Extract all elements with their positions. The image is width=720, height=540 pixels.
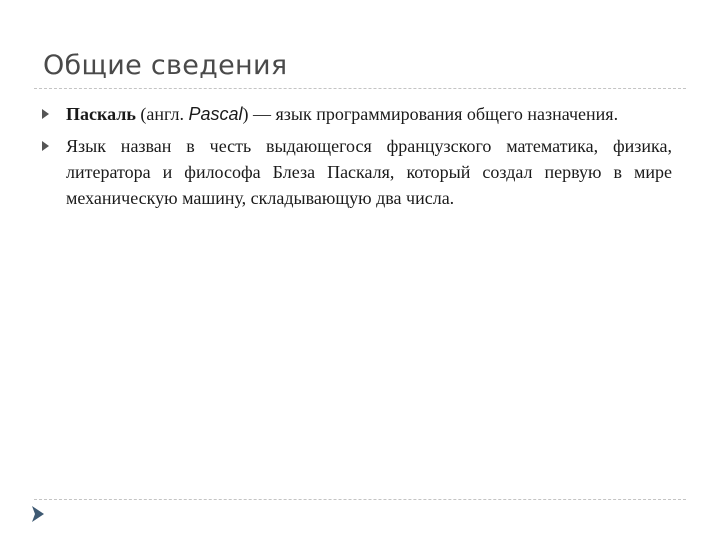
paren-close: ) bbox=[242, 104, 249, 124]
triangle-bullet-icon bbox=[42, 109, 49, 119]
bullet-item-definition bbox=[42, 101, 672, 127]
term-pascal: Паскаль bbox=[66, 104, 136, 124]
naming-text: Язык назван в честь выдающегося французского математика, физика, литератора и философа Блеза Паскаля, который создал первую в мире механическую машину, складывающую два числа. bbox=[66, 136, 672, 208]
triangle-bullet-icon bbox=[42, 141, 49, 151]
paren-open: (англ. bbox=[135, 104, 189, 124]
latin-name: Pascal bbox=[188, 104, 243, 124]
footer-divider bbox=[34, 499, 686, 500]
bullet-list bbox=[42, 101, 672, 217]
title-divider bbox=[34, 88, 686, 89]
definition-text: — язык программирования общего назначения. bbox=[248, 104, 619, 124]
slide-title: Общие сведения bbox=[43, 50, 288, 81]
navigation-arrow-icon[interactable] bbox=[30, 504, 46, 524]
bullet-item-naming bbox=[42, 133, 672, 211]
